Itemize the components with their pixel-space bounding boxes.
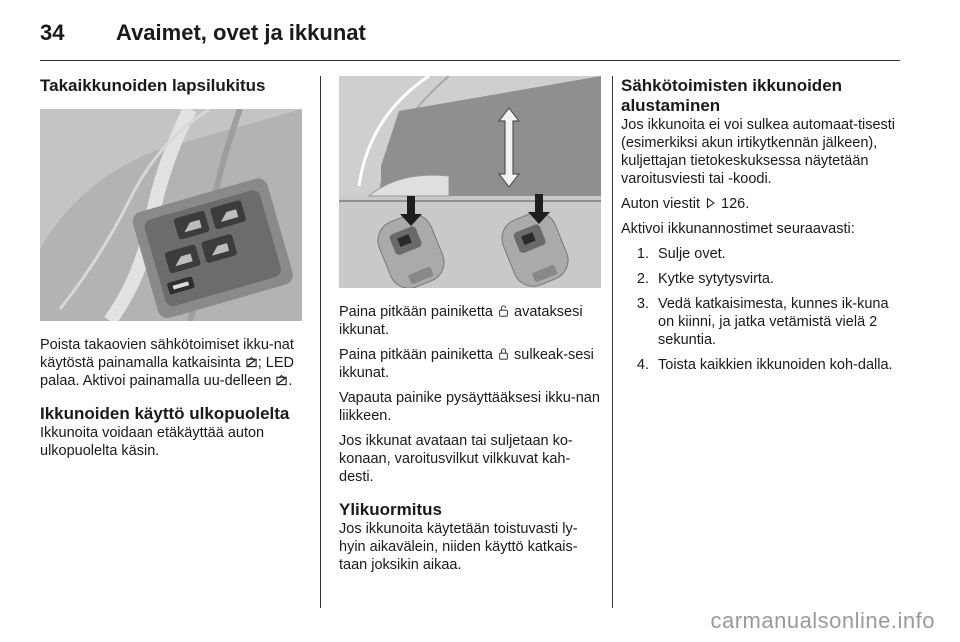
rear-door-window-switch-panel-illustration	[40, 109, 302, 321]
list-item: 1. Sulje ovet.	[636, 246, 726, 262]
list-item: 4. Toista kaikkien ikkunoiden koh-dalla.	[636, 357, 893, 373]
lock-paragraph: Paina pitkään painiketta sulkeak-sesi ikkunat.	[339, 347, 594, 381]
page-number: 34	[40, 20, 65, 45]
window-lock-icon	[246, 356, 257, 368]
page-title: Avaimet, ovet ja ikkunat	[116, 20, 366, 45]
column-divider-1	[320, 76, 321, 608]
activation-steps-list	[621, 245, 903, 374]
section-heading-window-initialisation: Sähkötoimisten ikkunoiden alustaminen	[621, 76, 843, 115]
window-lock-icon	[276, 374, 287, 386]
initialisation-intro-paragraph: Jos ikkunoita ei voi sulkea automaat-tisesti (esimerkiksi akun irtikytkennän jälkeen), kuljettajan tietokeskuksessa näytetään varoitusviesti tai -koodi.	[621, 117, 896, 187]
section-heading-exterior-operation: Ikkunoiden käyttö ulkopuolelta	[40, 404, 290, 423]
activation-intro-paragraph: Aktivoi ikkunannostimet seuraavasti:	[621, 221, 855, 237]
page-header	[40, 20, 366, 48]
hazard-lights-paragraph: Jos ikkunat avataan tai suljetaan ko-konaan, varoitusvilkut vilkkuvat kah-desti.	[339, 433, 573, 485]
exterior-operation-paragraph: Ikkunoita voidaan etäkäyttää auton ulkopuolelta käsin.	[40, 425, 265, 459]
child-lock-paragraph: Poista takaovien sähkötoimiset ikku-nat käytöstä painamalla katkaisinta ; LED palaa. Aktivoi painamalla uu-delleen .	[40, 337, 294, 389]
page-reference-triangle-icon	[705, 197, 716, 209]
release-paragraph: Vapauta painike pysäyttääksesi ikku-nan liikkeen.	[339, 390, 600, 424]
column-divider-2	[612, 76, 613, 608]
column-1	[40, 76, 304, 460]
overload-paragraph: Jos ikkunoita käytetään toistuvasti ly-hyin aikavälein, niiden käyttö katkais-taan joksikin aikaa.	[339, 521, 578, 573]
lock-icon	[498, 348, 509, 360]
column-3	[621, 76, 903, 374]
vehicle-messages-reference: Auton viestit 126.	[621, 196, 750, 212]
unlock-paragraph: Paina pitkään painiketta avataksesi ikkunat.	[339, 304, 583, 338]
header-rule	[40, 60, 900, 61]
list-item: 3. Vedä katkaisimesta, kunnes ik-kuna on kiinni, ja jatka vetämistä vielä 2 sekuntia.	[636, 296, 889, 348]
watermark: carmanualsonline.info	[710, 608, 935, 633]
remote-key-window-operation-illustration	[339, 76, 601, 288]
unlock-icon	[498, 305, 509, 317]
column-2	[339, 76, 603, 574]
list-item: 2. Kytke sytytysvirta.	[636, 271, 775, 287]
section-heading-overload: Ylikuormitus	[339, 500, 442, 519]
section-heading-child-lock: Takaikkunoiden lapsilukitus	[40, 76, 266, 95]
